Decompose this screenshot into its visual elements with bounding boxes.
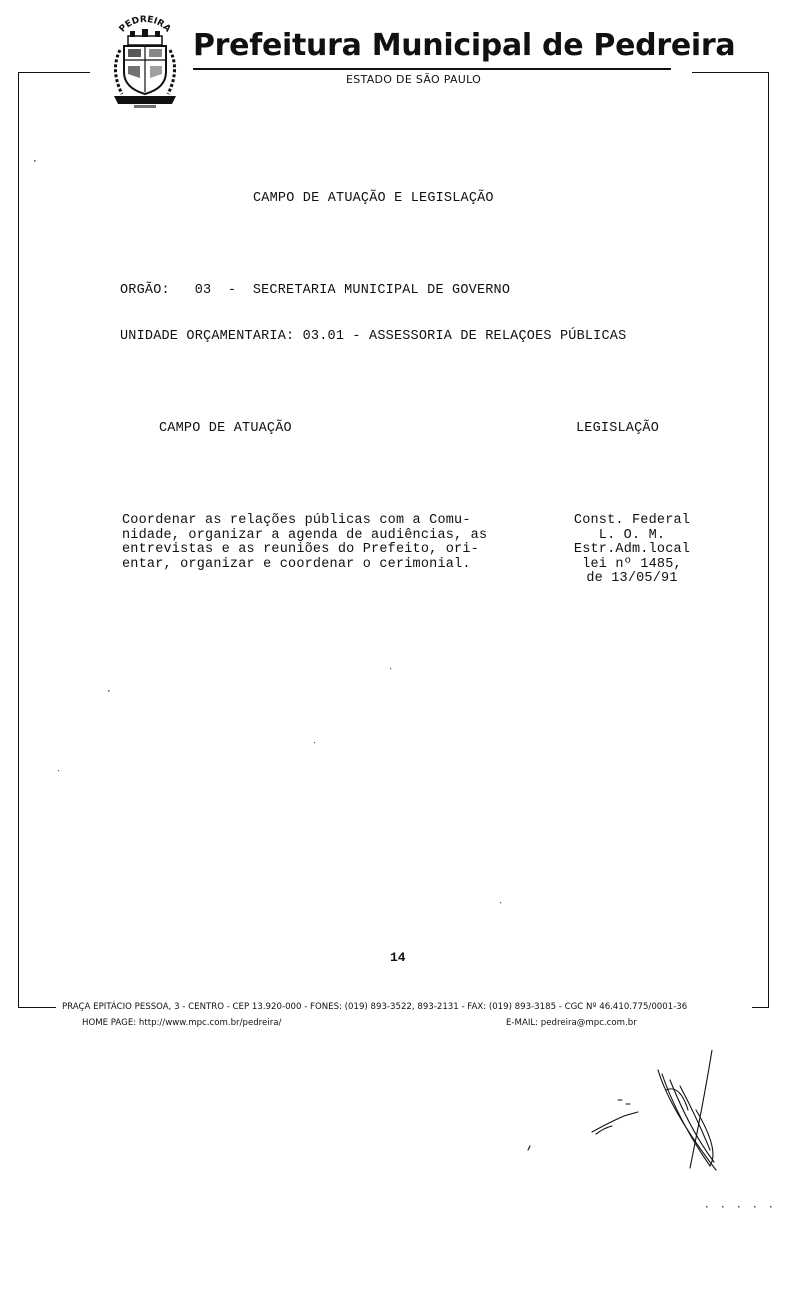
document-title: CAMPO DE ATUAÇÃO E LEGISLAÇÃO xyxy=(253,191,494,206)
state-subtitle: ESTADO DE SÃO PAULO xyxy=(346,73,482,86)
footer-address: PRAÇA EPITÁCIO PESSOA, 3 - CENTRO - CEP 13.920-000 - FONES: (019) 893-3522, 893-2131 - FAX: (019) 893-3185 - CGC Nº 46.410.775/0001-36 xyxy=(62,1002,688,1012)
footer-homepage: HOME PAGE: http://www.mpc.com.br/pedreira/ xyxy=(82,1018,282,1028)
page-number: 14 xyxy=(390,950,406,965)
frame-top-left xyxy=(18,72,90,73)
frame-bottom-right xyxy=(752,1007,769,1008)
crest-text: PEDREIRA xyxy=(117,14,173,35)
title-underline xyxy=(193,68,671,70)
footer-email: E-MAIL: pedreira@mpc.com.br xyxy=(506,1018,637,1028)
legislacao-text xyxy=(547,514,717,587)
description-line: Coordenar as relações públicas com a Comu- xyxy=(122,513,471,528)
orgao-line: ORGÃO: 03 - SECRETARIA MUNICIPAL DE GOVERNO xyxy=(120,283,511,298)
frame-top-right xyxy=(692,72,768,73)
frame-bottom-left xyxy=(18,1007,56,1008)
signature xyxy=(520,1050,750,1180)
municipality-title: Prefeitura Municipal de Pedreira xyxy=(193,28,736,63)
campo-de-atuacao-text xyxy=(122,514,487,572)
description-line: entar, organizar e coordenar o cerimonial. xyxy=(122,556,471,572)
frame-right xyxy=(768,72,769,1007)
campo-de-atuacao-header: CAMPO DE ATUAÇÃO xyxy=(159,421,292,436)
description-line: entrevistas e as reuniões do Prefeito, ori- xyxy=(122,542,479,557)
legislation-line: L. O. M. xyxy=(598,527,666,543)
legislation-line: de 13/05/91 xyxy=(586,571,678,586)
legislation-line: Const. Federal xyxy=(573,513,691,528)
legislation-line: lei nº 1485, xyxy=(582,556,682,572)
frame-left xyxy=(18,72,19,1007)
legislation-line: Estr.Adm.local xyxy=(573,542,691,557)
legislacao-header: LEGISLAÇÃO xyxy=(576,421,660,436)
unidade-orcamentaria-line: UNIDADE ORÇAMENTARIA: 03.01 - ASSESSORIA DE RELAÇOES PÚBLICAS xyxy=(120,329,627,344)
coat-of-arms-icon xyxy=(106,14,184,110)
description-line: nidade, organizar a agenda de audiências, as xyxy=(122,527,488,543)
